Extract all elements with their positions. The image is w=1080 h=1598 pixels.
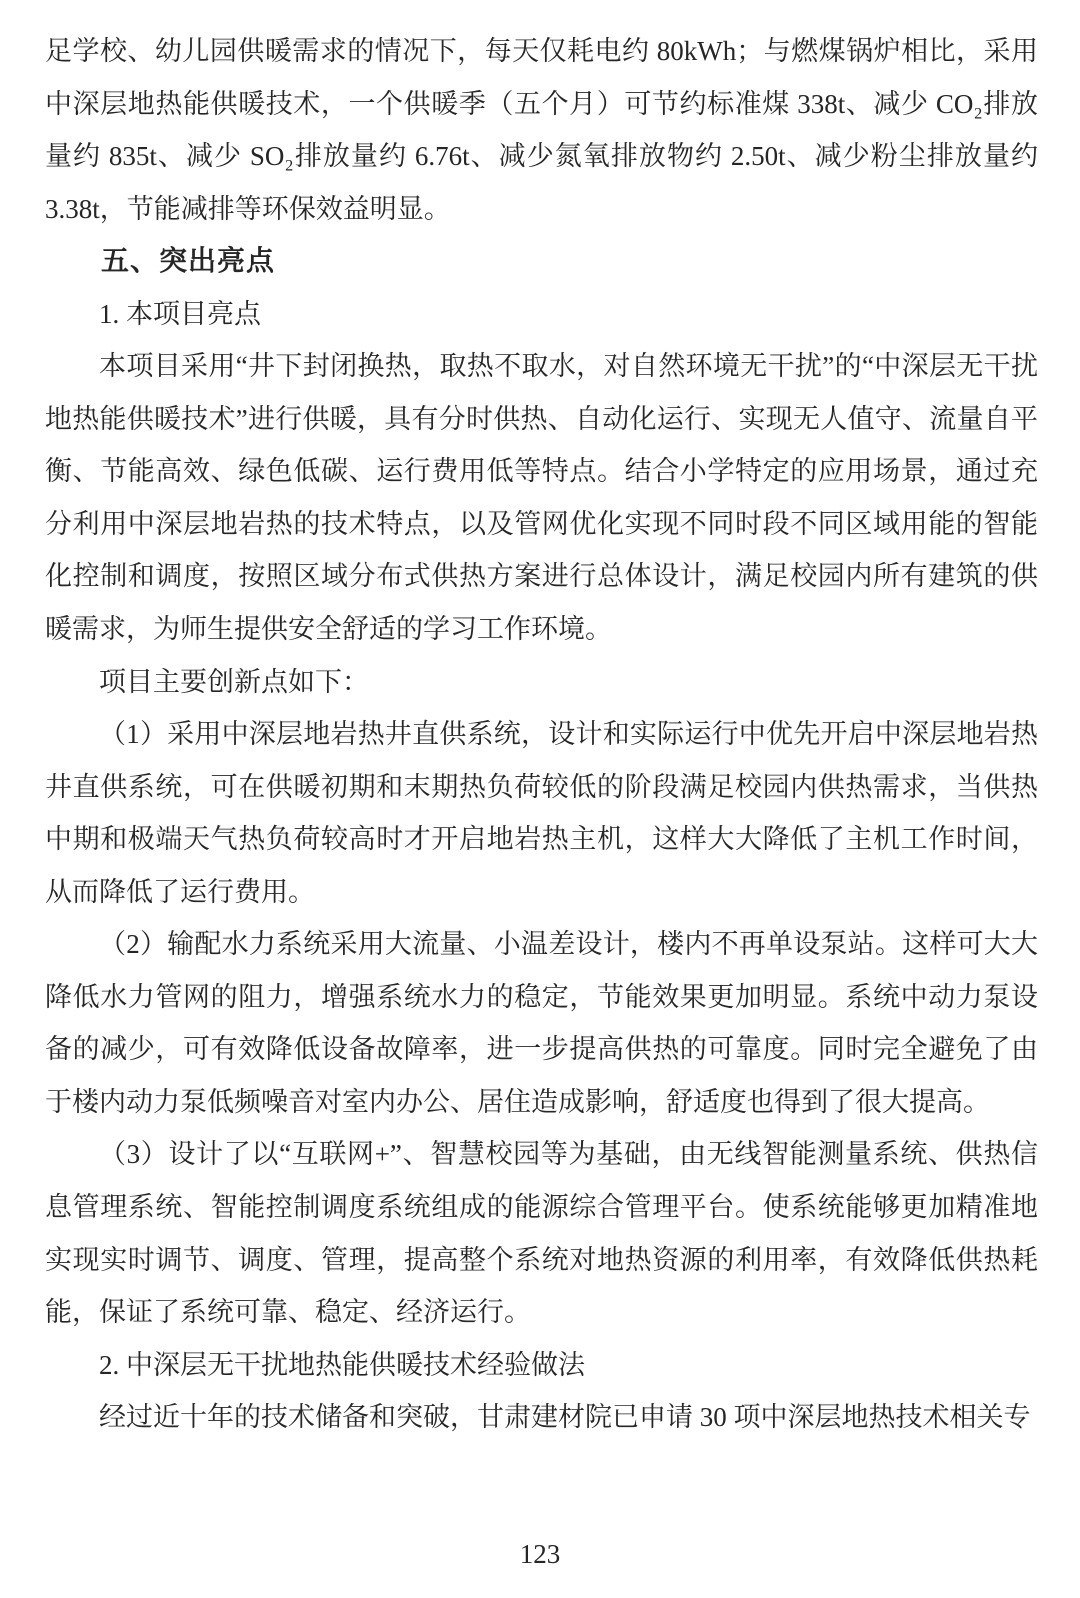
- subsection-title-1: 1. 本项目亮点: [99, 298, 261, 329]
- section-heading: 五、突出亮点: [101, 245, 276, 277]
- paragraph: 本项目采用“井下封闭换热，取热不取水，对自然环境无干扰”的“中深层无干扰地热能供暖技术”进行供暖，具有分时供热、自动化运行、实现无人值守、流量自平衡、节能高效、绿色低碳、运行费用低等特点。结合小学特定的应用场景，通过充分利用中深层地岩热的技术特点，以及管网优化实现不同时段不同区域用能的智能化控制和调度，按照区域分布式供热方案进行总体设计，满足校园内所有建筑的供暖需求，为师生提供安全舒适的学习工作环境。: [45, 351, 1038, 645]
- paragraph-continued: 足学校、幼儿园供暖需求的情况下，每天仅耗电约 80kWh；与燃煤锅炉相比，采用中深层地热能供暖技术，一个供暖季（五个月）可节约标准煤 338t、减少 CO₂排放量约 835t、减少 SO₂排放量约 6.76t、减少氮氧排放物约 2.50t、减少粉尘排放量约 3.38t，节能减排等环保效益明显。: [45, 36, 1038, 224]
- paragraph-item-1: （1）采用中深层地岩热井直供系统，设计和实际运行中优先开启中深层地岩热井直供系统，可在供暖初期和末期热负荷较低的阶段满足校园内供热需求，当供热中期和极端天气热负荷较高时才开启地岩热主机，这样大大降低了主机工作时间，从而降低了运行费用。: [45, 719, 1038, 907]
- paragraph: 项目主要创新点如下：: [99, 666, 369, 697]
- page-number: 123: [519, 1539, 561, 1569]
- subsection-title-2: 2. 中深层无干扰地热能供暖技术经验做法: [99, 1349, 585, 1380]
- document-body: [45, 25, 1038, 1444]
- paragraph-item-2: （2）输配水力系统采用大流量、小温差设计，楼内不再单设泵站。这样可大大降低水力管网的阻力，增强系统水力的稳定，节能效果更加明显。系统中动力泵设备的减少，可有效降低设备故障率，进一步提高供热的可靠度。同时完全避免了由于楼内动力泵低频噪音对室内办公、居住造成影响，舒适度也得到了很大提高。: [45, 929, 1038, 1117]
- paragraph: 经过近十年的技术储备和突破，甘肃建材院已申请 30 项中深层地热技术相关专: [99, 1402, 1031, 1433]
- paragraph-item-3: （3）设计了以“互联网+”、智慧校园等为基础，由无线智能测量系统、供热信息管理系统、智能控制调度系统组成的能源综合管理平台。使系统能够更加精准地实现实时调节、调度、管理，提高整个系统对地热资源的利用率，有效降低供热耗能，保证了系统可靠、稳定、经济运行。: [45, 1139, 1038, 1328]
